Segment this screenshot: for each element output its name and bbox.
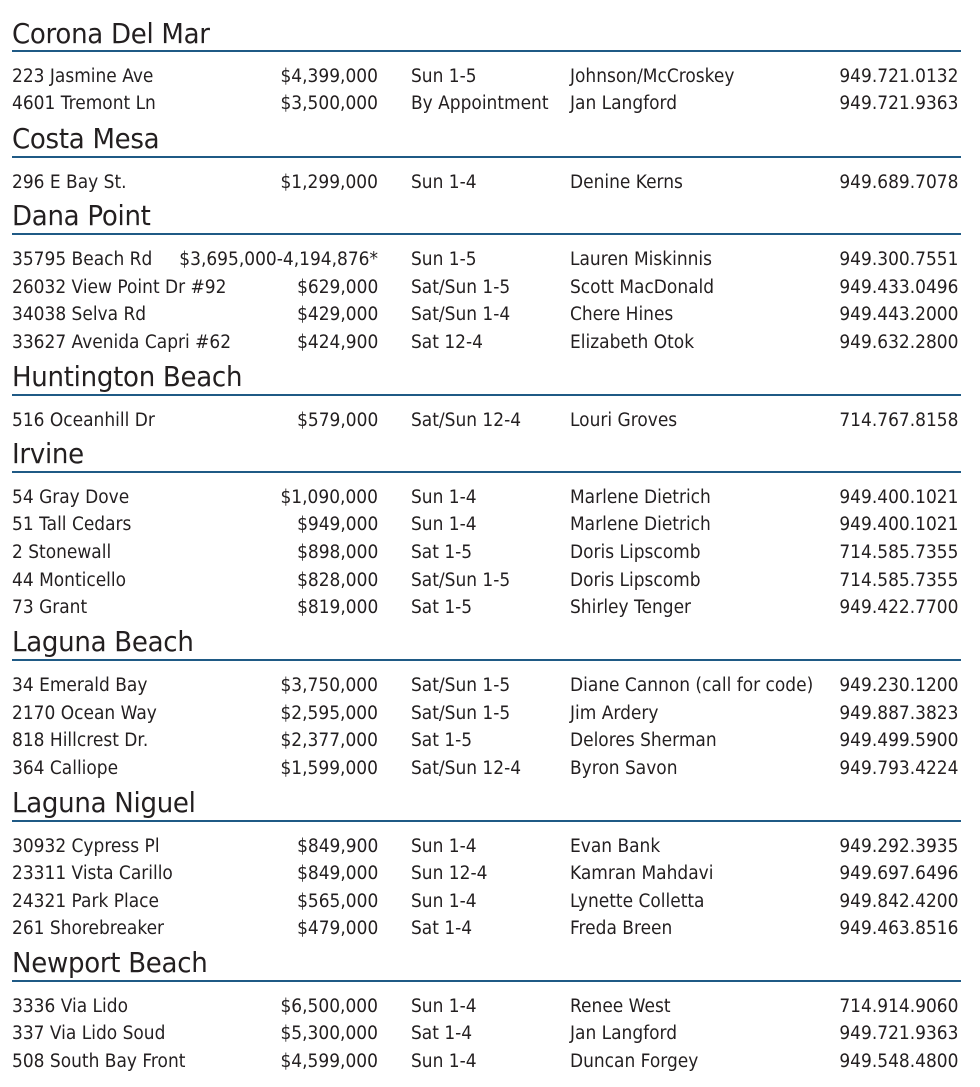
price: $849,900 — [296, 836, 378, 857]
price: $2,377,000 — [280, 730, 378, 751]
listing-row — [0, 302, 980, 328]
phone: 949.548.4800 — [838, 1051, 958, 1072]
address: 2170 Ocean Way — [12, 703, 157, 724]
section-divider — [12, 980, 961, 982]
price: $429,000 — [296, 304, 378, 325]
agent: Duncan Forgey — [570, 1051, 699, 1072]
listing-row — [0, 728, 980, 754]
agent: Scott MacDonald — [570, 277, 715, 298]
open-hours: Sun 1-4 — [411, 172, 477, 193]
listing-row — [0, 889, 980, 915]
listing-row — [0, 1049, 980, 1075]
agent: Jan Langford — [570, 93, 678, 114]
address: 54 Gray Dove — [12, 487, 130, 508]
listing-row — [0, 540, 980, 566]
price: $2,595,000 — [280, 703, 378, 724]
open-hours: Sat 1-5 — [411, 730, 473, 751]
open-hours: Sat 1-4 — [411, 918, 473, 939]
price: $565,000 — [296, 891, 378, 912]
phone: 714.585.7355 — [838, 542, 958, 563]
address: 508 South Bay Front — [12, 1051, 186, 1072]
address: 34038 Selva Rd — [12, 304, 147, 325]
open-hours: Sat/Sun 1-4 — [411, 304, 511, 325]
agent: Lynette Colletta — [570, 891, 705, 912]
agent: Kamran Mahdavi — [570, 863, 714, 884]
agent: Diane Cannon (call for code) — [570, 675, 814, 696]
address: 35795 Beach Rd — [12, 249, 153, 270]
listing-row — [0, 247, 980, 273]
address: 364 Calliope — [12, 758, 119, 779]
phone: 949.400.1021 — [838, 487, 958, 508]
phone: 949.443.2000 — [838, 304, 958, 325]
listing-row — [0, 994, 980, 1020]
open-hours: Sun 1-4 — [411, 1051, 477, 1072]
open-hours: Sat/Sun 1-5 — [411, 570, 511, 591]
price: $3,500,000 — [280, 93, 378, 114]
listing-row — [0, 595, 980, 621]
listing-row — [0, 170, 980, 196]
address: 3336 Via Lido — [12, 996, 128, 1017]
price: $629,000 — [296, 277, 378, 298]
city-heading: Dana Point — [12, 199, 151, 232]
open-hours: Sat 1-5 — [411, 597, 473, 618]
price: $6,500,000 — [280, 996, 378, 1017]
phone: 714.767.8158 — [838, 410, 958, 431]
agent: Louri Groves — [570, 410, 678, 431]
agent: Renee West — [570, 996, 671, 1017]
price: $3,750,000 — [280, 675, 378, 696]
price: $1,299,000 — [280, 172, 378, 193]
price: $579,000 — [296, 410, 378, 431]
address: 51 Tall Cedars — [12, 514, 132, 535]
address: 516 Oceanhill Dr — [12, 410, 155, 431]
open-hours: Sun 1-4 — [411, 836, 477, 857]
city-heading: Laguna Niguel — [12, 786, 196, 819]
listing-row — [0, 408, 980, 434]
phone: 949.433.0496 — [838, 277, 958, 298]
agent: Jim Ardery — [570, 703, 659, 724]
open-hours: Sat/Sun 12-4 — [411, 758, 522, 779]
phone: 949.292.3935 — [838, 836, 958, 857]
address: 4601 Tremont Ln — [12, 93, 156, 114]
price: $898,000 — [296, 542, 378, 563]
phone: 949.230.1200 — [838, 675, 958, 696]
agent: Lauren Miskinnis — [570, 249, 713, 270]
listing-row — [0, 64, 980, 90]
price: $479,000 — [296, 918, 378, 939]
city-heading: Irvine — [12, 437, 84, 470]
city-heading: Laguna Beach — [12, 625, 194, 658]
open-hours: Sun 1-4 — [411, 996, 477, 1017]
address: 223 Jasmine Ave — [12, 66, 154, 87]
listing-row — [0, 330, 980, 356]
phone: 949.697.6496 — [838, 863, 958, 884]
listing-row — [0, 701, 980, 727]
agent: Johnson/McCroskey — [570, 66, 735, 87]
address: 23311 Vista Carillo — [12, 863, 173, 884]
listing-row — [0, 673, 980, 699]
price: $4,599,000 — [280, 1051, 378, 1072]
phone: 949.300.7551 — [838, 249, 958, 270]
section-divider — [12, 394, 961, 396]
address: 34 Emerald Bay — [12, 675, 148, 696]
phone: 714.585.7355 — [838, 570, 958, 591]
price: $828,000 — [296, 570, 378, 591]
open-hours: Sat/Sun 12-4 — [411, 410, 522, 431]
agent: Doris Lipscomb — [570, 542, 701, 563]
open-hours: Sun 1-4 — [411, 487, 477, 508]
open-hours: Sun 1-4 — [411, 891, 477, 912]
phone: 949.842.4200 — [838, 891, 958, 912]
phone: 714.914.9060 — [838, 996, 958, 1017]
open-hours: Sat 1-4 — [411, 1023, 473, 1044]
open-hours: Sun 12-4 — [411, 863, 488, 884]
address: 337 Via Lido Soud — [12, 1023, 166, 1044]
phone: 949.721.0132 — [838, 66, 958, 87]
listing-row — [0, 91, 980, 117]
agent: Doris Lipscomb — [570, 570, 701, 591]
price: $5,300,000 — [280, 1023, 378, 1044]
agent: Elizabeth Otok — [570, 332, 695, 353]
price: $1,599,000 — [280, 758, 378, 779]
agent: Shirley Tenger — [570, 597, 692, 618]
agent: Chere Hines — [570, 304, 674, 325]
open-hours: Sun 1-5 — [411, 249, 477, 270]
listing-row — [0, 275, 980, 301]
section-divider — [12, 820, 961, 822]
phone: 949.721.9363 — [838, 93, 958, 114]
section-divider — [12, 50, 961, 52]
open-hours: Sun 1-5 — [411, 66, 477, 87]
listing-row — [0, 834, 980, 860]
phone: 949.793.4224 — [838, 758, 958, 779]
address: 2 Stonewall — [12, 542, 112, 563]
city-heading: Corona Del Mar — [12, 17, 210, 50]
phone: 949.887.3823 — [838, 703, 958, 724]
listing-row — [0, 485, 980, 511]
price: $424,900 — [296, 332, 378, 353]
address: 24321 Park Place — [12, 891, 159, 912]
listing-row — [0, 568, 980, 594]
section-divider — [12, 233, 961, 235]
phone: 949.721.9363 — [838, 1023, 958, 1044]
agent: Marlene Dietrich — [570, 514, 711, 535]
address: 296 E Bay St. — [12, 172, 127, 193]
price: $3,695,000-4,194,876* — [179, 249, 378, 270]
open-hours: Sat 1-5 — [411, 542, 473, 563]
city-heading: Huntington Beach — [12, 360, 243, 393]
address: 26032 View Point Dr #92 — [12, 277, 227, 298]
agent: Jan Langford — [570, 1023, 678, 1044]
agent: Evan Bank — [570, 836, 661, 857]
listing-row — [0, 756, 980, 782]
address: 30932 Cypress Pl — [12, 836, 160, 857]
open-hours: Sat/Sun 1-5 — [411, 703, 511, 724]
agent: Denine Kerns — [570, 172, 683, 193]
agent: Marlene Dietrich — [570, 487, 711, 508]
address: 73 Grant — [12, 597, 88, 618]
open-hours: By Appointment — [411, 93, 549, 114]
open-hours: Sun 1-4 — [411, 514, 477, 535]
open-hours: Sat/Sun 1-5 — [411, 277, 511, 298]
section-divider — [12, 471, 961, 473]
phone: 949.400.1021 — [838, 514, 958, 535]
price: $949,000 — [296, 514, 378, 535]
agent: Byron Savon — [570, 758, 678, 779]
agent: Freda Breen — [570, 918, 673, 939]
phone: 949.463.8516 — [838, 918, 958, 939]
address: 261 Shorebreaker — [12, 918, 165, 939]
phone: 949.499.5900 — [838, 730, 958, 751]
price: $4,399,000 — [280, 66, 378, 87]
listing-row — [0, 512, 980, 538]
section-divider — [12, 156, 961, 158]
address: 44 Monticello — [12, 570, 127, 591]
address: 33627 Avenida Capri #62 — [12, 332, 232, 353]
listing-row — [0, 916, 980, 942]
phone: 949.422.7700 — [838, 597, 958, 618]
city-heading: Costa Mesa — [12, 122, 160, 155]
listing-row — [0, 1021, 980, 1047]
phone: 949.689.7078 — [838, 172, 958, 193]
price: $849,000 — [296, 863, 378, 884]
city-heading: Newport Beach — [12, 946, 208, 979]
open-hours: Sat/Sun 1-5 — [411, 675, 511, 696]
section-divider — [12, 659, 961, 661]
listing-row — [0, 861, 980, 887]
open-hours: Sat 12-4 — [411, 332, 483, 353]
price: $1,090,000 — [280, 487, 378, 508]
address: 818 Hillcrest Dr. — [12, 730, 149, 751]
phone: 949.632.2800 — [838, 332, 958, 353]
agent: Delores Sherman — [570, 730, 717, 751]
price: $819,000 — [296, 597, 378, 618]
